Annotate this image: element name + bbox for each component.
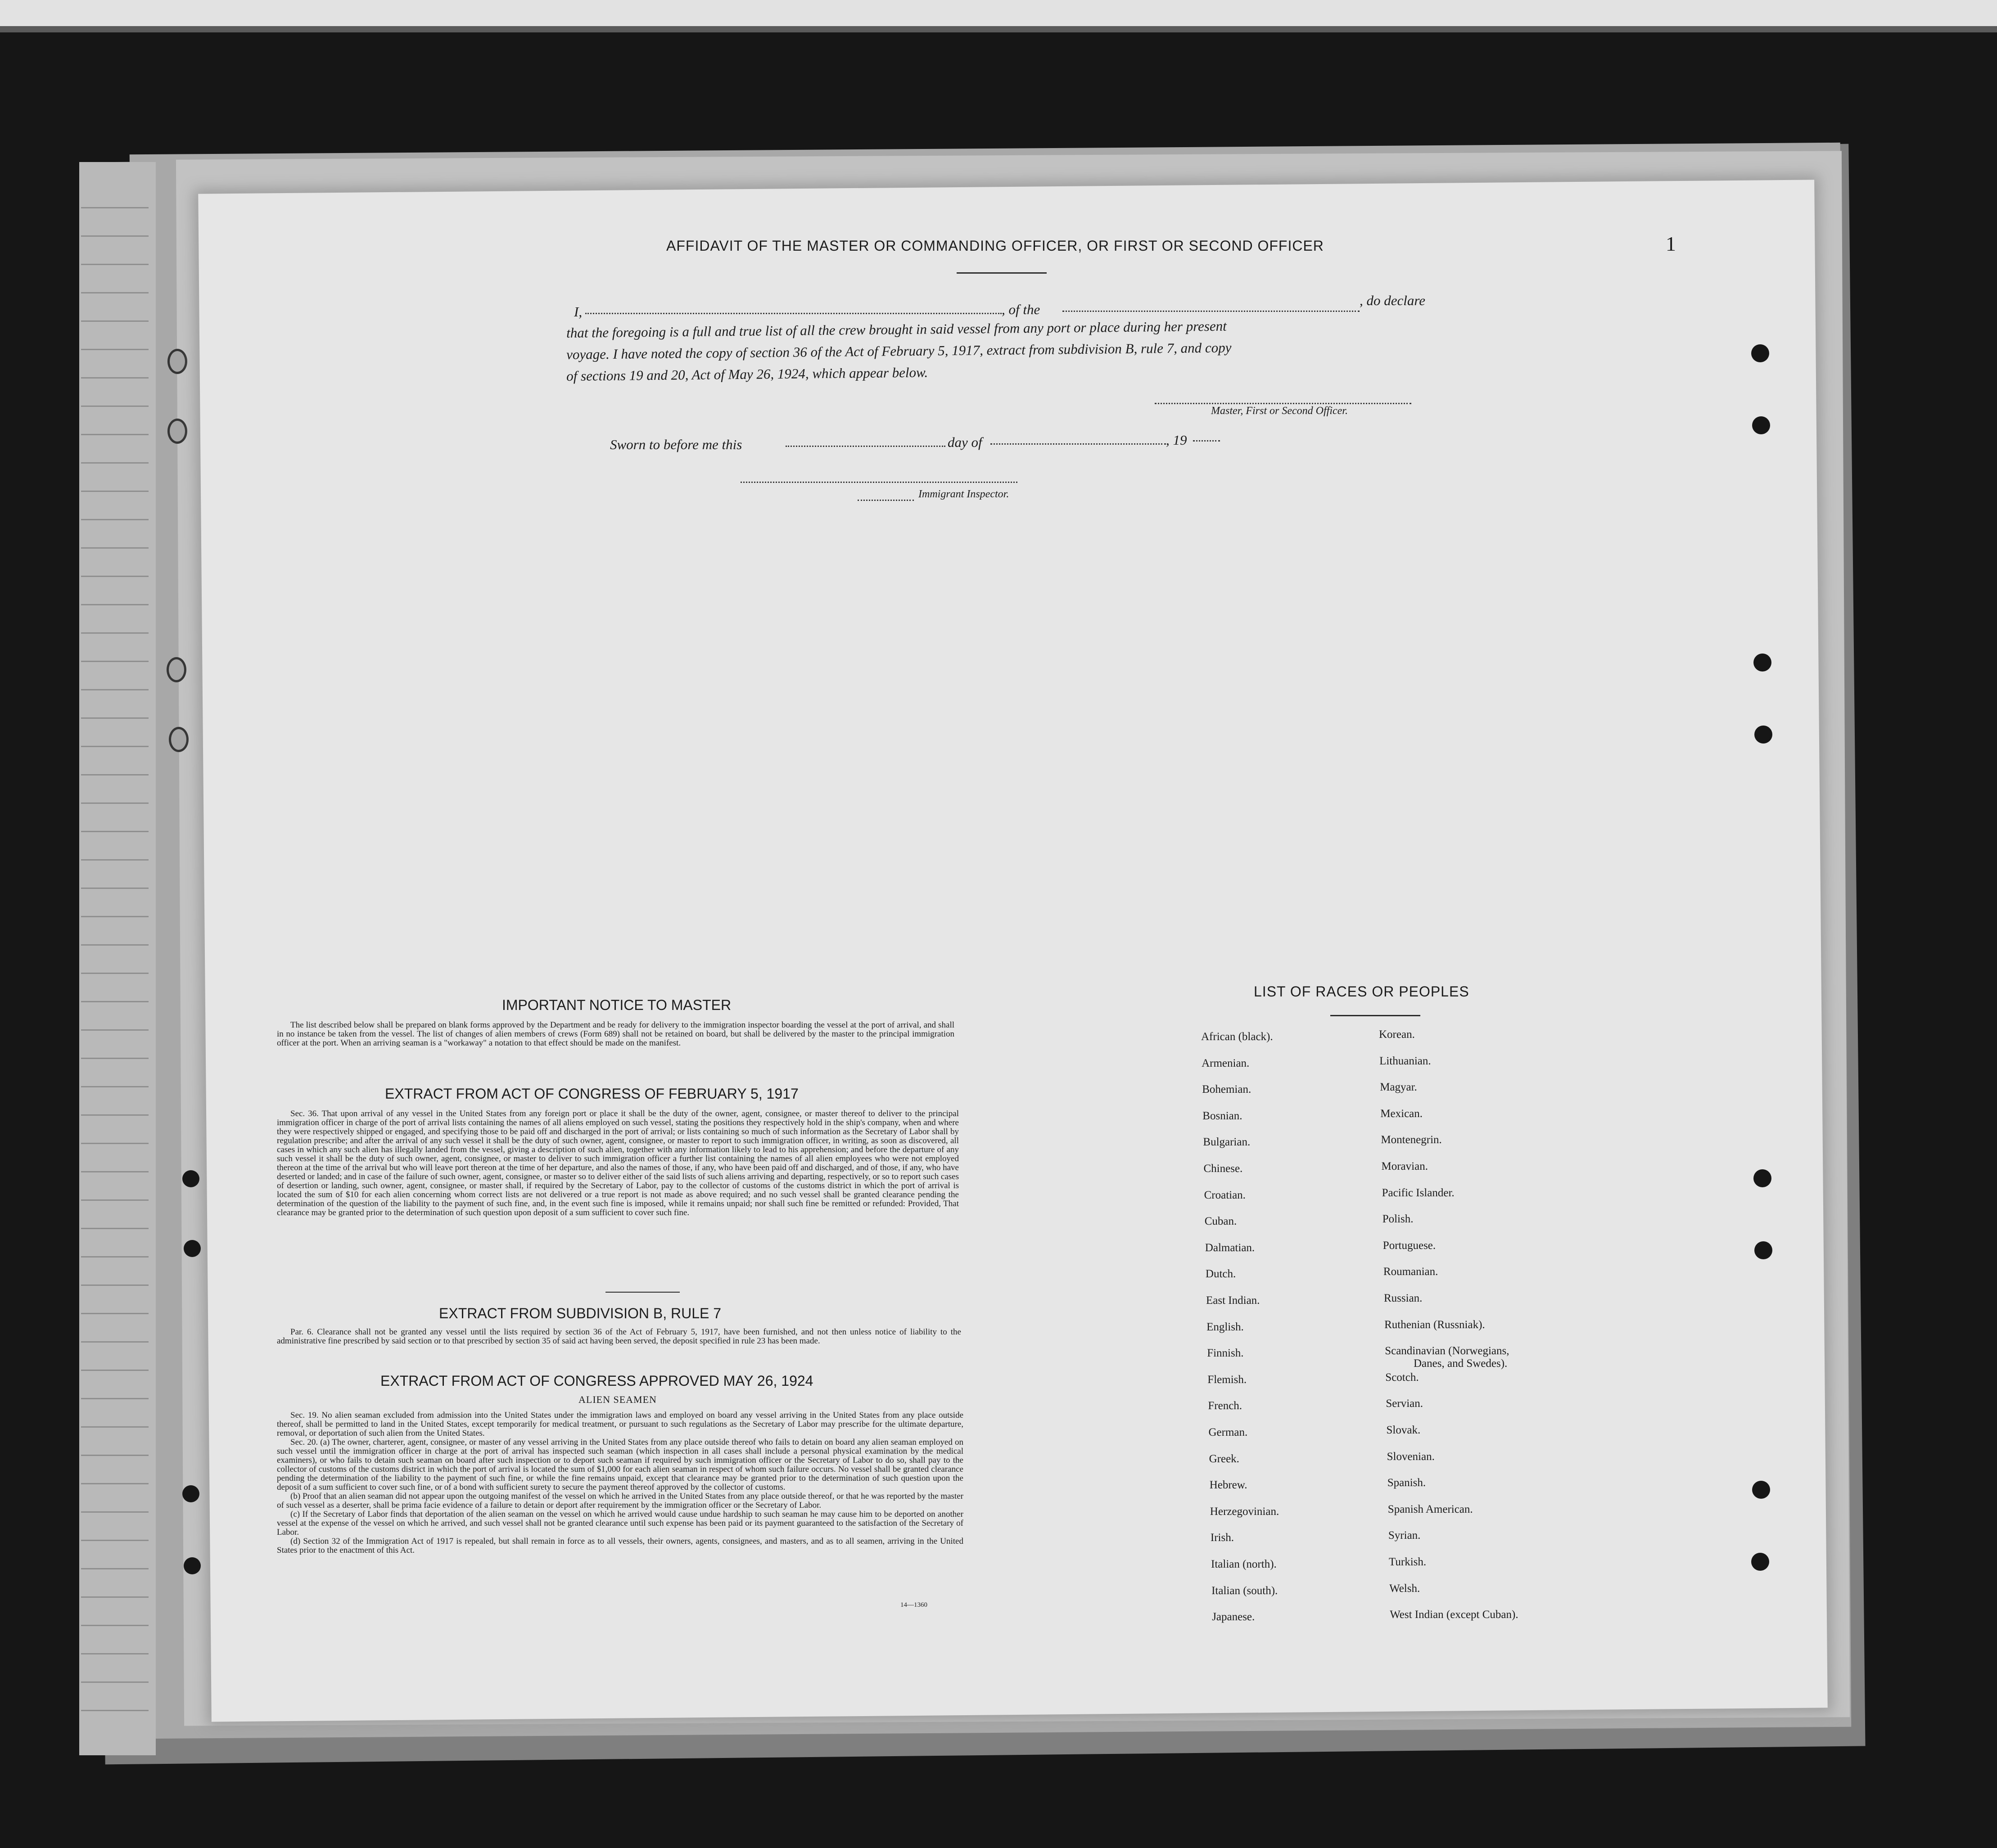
punch-hole [182,1170,199,1187]
page-number: 1 [1666,232,1676,255]
race-item: Croatian. [1204,1189,1246,1201]
punch-hole [1753,654,1771,672]
race-item: Turkish. [1389,1556,1427,1568]
race-item: Portuguese. [1383,1239,1436,1252]
race-item: German. [1208,1426,1248,1438]
ruled-lines [81,180,149,1728]
sworn-year: , 19 [1166,432,1187,448]
rule7-text: Par. 6. Clearance shall not be granted any vessel until the lists required by section 36 of the Act of February 5, 1917, have been furnished, and not then unless notice of liability to the administrative fine prescribed by said section or to that prescribed by section 35 of said act having been served, the deposit specified in rule 23 has been made. [277,1327,961,1346]
affidavit-line-1-mid: , of the [1002,302,1040,317]
notice-title: IMPORTANT NOTICE TO MASTER [502,997,732,1013]
form-number: 14—1360 [900,1601,927,1609]
race-item: Syrian. [1388,1529,1421,1542]
affidavit-line-2: that the foregoing is a full and true list of all the crew brought in said vessel from any port or place during her present [566,318,1227,341]
sec-20a: Sec. 20. (a) The owner, charterer, agent, consignee, or master of any vessel arriving in the United States from any place outside thereof who fails to detain on board any alien seaman employed on such vessel until the immigration officer in charge at the port of arrival has inspected such seaman (which inspection in all cases shall include a personal physical examination by the medical examiners), or who fails to detain such seaman on board after such inspection or to deport such seaman if required by such immigration officer or the Secretary of Labor to do so, shall pay to the collector of customs of the customs district in which the port of arrival is located the sum of $1,000 for each alien seaman in respect of whom such failure occurs. No vessel shall be granted clearance pending the determination of the liability to the payment of such fine, or while the fine remains unpaid, except that clearance may be granted prior to the determination of such question upon the deposit of a sum sufficient to cover such fine, or of a bond with sufficient surety to secure the payment thereof approved by the collector of customs. [277,1438,963,1492]
race-item: African (black). [1201,1031,1273,1043]
punch-hole [1752,416,1770,434]
sec-19: Sec. 19. No alien seaman excluded from admission into the United States under the immigration laws and employed on board any vessel arriving in the United States from any place outside thereof, shall be permitted to land in the United States, except temporarily for medical treatment, or pursuant to such regulations as the Secretary of Labor may prescribe for the ultimate departure, removal, or deportation of such alien from the United States. [277,1411,963,1438]
race-item: Mexican. [1380,1107,1423,1120]
vessel-blank [1062,311,1360,312]
races-title: LIST OF RACES OR PEOPLES [1254,983,1469,1000]
race-item: English. [1206,1321,1244,1333]
act-1924-title: EXTRACT FROM ACT OF CONGRESS APPROVED MAY 26, 1924 [380,1373,813,1389]
sworn-text: Sworn to before me this [610,437,742,452]
race-item: Scandinavian (Norwegians, [1385,1345,1509,1357]
sworn-day-blank [786,446,945,447]
sworn-day-of: day of [948,434,982,450]
punch-hole-left [167,349,187,374]
section-rule [605,1292,680,1293]
race-item: Moravian. [1381,1160,1428,1172]
punch-hole [1753,1169,1771,1187]
sworn-year-blank [1193,440,1220,442]
race-item: Korean. [1379,1028,1415,1041]
race-item: Magyar. [1380,1081,1417,1094]
race-item: Hebrew. [1209,1479,1247,1492]
race-item: Slovak. [1386,1424,1421,1436]
affidavit-line-3: voyage. I have noted the copy of section 36 of the Act of February 5, 1917, extract from subdivision B, rule 7, and copy [566,339,1232,362]
race-item: Servian. [1386,1397,1423,1410]
title-rule [957,272,1047,274]
race-item: Russian. [1384,1292,1423,1304]
race-item: Scotch. [1385,1371,1419,1384]
race-item: Bosnian. [1202,1109,1242,1122]
race-item: Polish. [1382,1213,1414,1226]
race-item: West Indian (except Cuban). [1390,1609,1518,1621]
act-1917-title: EXTRACT FROM ACT OF CONGRESS OF FEBRUARY 5, 1917 [385,1086,799,1102]
race-item: Italian (north). [1211,1558,1277,1570]
inspector-signature-line [741,482,1017,483]
affidavit-title: AFFIDAVIT OF THE MASTER OR COMMANDING OFFICER, OR FIRST OR SECOND OFFICER [666,238,1324,254]
race-item: French. [1208,1400,1242,1412]
punch-hole [1752,1481,1770,1499]
sec-20b: (b) Proof that an alien seaman did not appear upon the outgoing manifest of the vessel on which he arrived in the United States from any place outside thereof, or that he was reported by the master of such vessel as a deserter, shall be prima facie evidence of a failure to detain or deport after requirement by the immigration officer or the Secretary of Labor. [277,1492,963,1510]
race-item: Finnish. [1207,1347,1244,1360]
sec-20d: (d) Section 32 of the Immigration Act of 1917 is repealed, but shall remain in force as to all vessels, their owners, agents, consignees, and masters, and as to all seamen, arriving in the United States prior to the enactment of this Act. [277,1537,963,1555]
affidavit-line-1-end: , do declare [1360,293,1426,308]
inspector-caption-lead [858,500,914,501]
punch-hole-left [167,419,187,444]
race-item: Montenegrin. [1381,1134,1442,1146]
race-item: Bohemian. [1202,1083,1252,1096]
race-item: Spanish. [1387,1477,1426,1489]
affidavit-line-1-start: I, [574,304,583,320]
race-item: Ruthenian (Russniak). [1384,1318,1485,1331]
race-scandinavian-continued: Danes, and Swedes). [1414,1357,1508,1370]
race-item: Spanish American. [1387,1503,1473,1515]
punch-hole [184,1557,201,1574]
name-blank [585,313,1002,314]
race-item: Japanese. [1212,1611,1255,1623]
master-signature-line [1155,403,1411,404]
sworn-month-blank [990,443,1166,445]
punch-hole [1754,726,1772,744]
scanner-edge-top [0,0,1997,26]
race-item: Armenian. [1202,1057,1250,1069]
race-item: Irish. [1210,1532,1234,1544]
master-signature-caption: Master, First or Second Officer. [1211,405,1348,417]
rule7-title: EXTRACT FROM SUBDIVISION B, RULE 7 [439,1305,722,1321]
race-item: Cuban. [1204,1215,1237,1228]
race-item: Bulgarian. [1203,1136,1251,1149]
punch-hole [1754,1241,1772,1259]
race-item: Herzegovinian. [1210,1505,1279,1518]
race-item: Dutch. [1205,1268,1236,1280]
punch-hole [182,1485,199,1502]
inspector-signature-caption: Immigrant Inspector. [918,488,1009,500]
punch-hole-left [167,657,186,682]
act-1917-text: Sec. 36. That upon arrival of any vessel in the United States from any foreign port or place it shall be the duty of the owner, agent, consignee, or master thereof to deliver to the principal immigration officer in charge of the port of arrival lists containing the names of all aliens employed on such vessel, stating the positions they respectively hold in the ship's company, when and where they were respectively shipped or engaged, and specifying those to be paid off and discharged in the port of arrival; or lists containing so much of such information as the Secretary of Labor shall by regulation prescribe; and after the arrival of any such vessel it shall be the duty of such owner, agent, consignee, or master to report to such immigration officer, in writing, as soon as discovered, all cases in which any such alien has illegally landed from the vessel, giving a description of such alien, together with any information likely to lead to his apprehension; and before the departure of any such vessel it shall be the duty of such owner, agent, consignee, or master to deliver to such immigration officer a further list containing the names of all alien employees who were not employed thereon at the time of the arrival but who will leave port thereon at the time of her departure, and also the names of those, if any, who have been paid off and discharged, and of those, if any, who have deserted or landed; and in case of the failure of such owner, agent, consignee, or master so to deliver either of the said lists of such aliens arriving and departing, respectively, or so to report such cases of desertion or landing, such owner, agent, consignee, or master shall, if required by the Secretary of Labor, pay to the collector of customs of the customs district in which the port of arrival is located the sum of $10 for each alien concerning whom correct lists are not delivered or a true report is not made as above required; and no such vessel shall be granted clearance pending the determination of the question of the liability to the payment of such fine, and, in the event such fine is imposed, while it remains unpaid; nor shall such fine be remitted or refunded: Provided, That clearance may be granted prior to the determination of such question upon deposit of a sum sufficient to cover such fine. [277,1109,959,1217]
race-item: Pacific Islander. [1382,1186,1455,1199]
punch-hole-left [169,727,189,752]
punch-hole [1751,344,1769,362]
notice-text: The list described below shall be prepared on blank forms approved by the Department and be ready for delivery to the immigration inspector boarding the vessel at the port of arrival, and shall in no instance be taken from the vessel. The list of changes of alien members of crews (Form 689) shall not be retained on board, but shall be delivered by the master to the principal immigration officer at the port. When an arriving seaman is a "workaway" a notation to that effect should be made on the manifest. [277,1020,954,1048]
punch-hole [184,1240,201,1257]
affidavit-line-4: of sections 19 and 20, Act of May 26, 1924, which appear below. [566,364,928,384]
race-item: Flemish. [1207,1373,1247,1386]
race-item: Lithuanian. [1379,1055,1431,1067]
race-item: Welsh. [1389,1582,1420,1595]
act-1924-subtitle: ALIEN SEAMEN [578,1394,657,1405]
scanner-edge-shadow [0,26,1997,32]
race-item: East Indian. [1206,1294,1260,1307]
race-item: Chinese. [1203,1163,1243,1175]
race-item: Italian (south). [1211,1584,1278,1597]
race-item: Greek. [1209,1452,1239,1465]
race-item: Roumanian. [1383,1266,1438,1278]
sec-20c: (c) If the Secretary of Labor finds that deportation of the alien seaman on the vessel on which he arrived would cause undue hardship to such seaman he may cause him to be deported on another vessel at the expense of the vessel on which he arrived, and such vessel shall not be granted clearance until such expense has been paid or its payment guaranteed to the satisfaction of the Secretary of Labor. [277,1510,963,1537]
punch-hole [1751,1553,1769,1571]
race-item: Dalmatian. [1205,1241,1255,1254]
race-item: Slovenian. [1387,1450,1435,1463]
races-title-rule [1330,1015,1420,1016]
act-1924-text [277,1411,963,1555]
